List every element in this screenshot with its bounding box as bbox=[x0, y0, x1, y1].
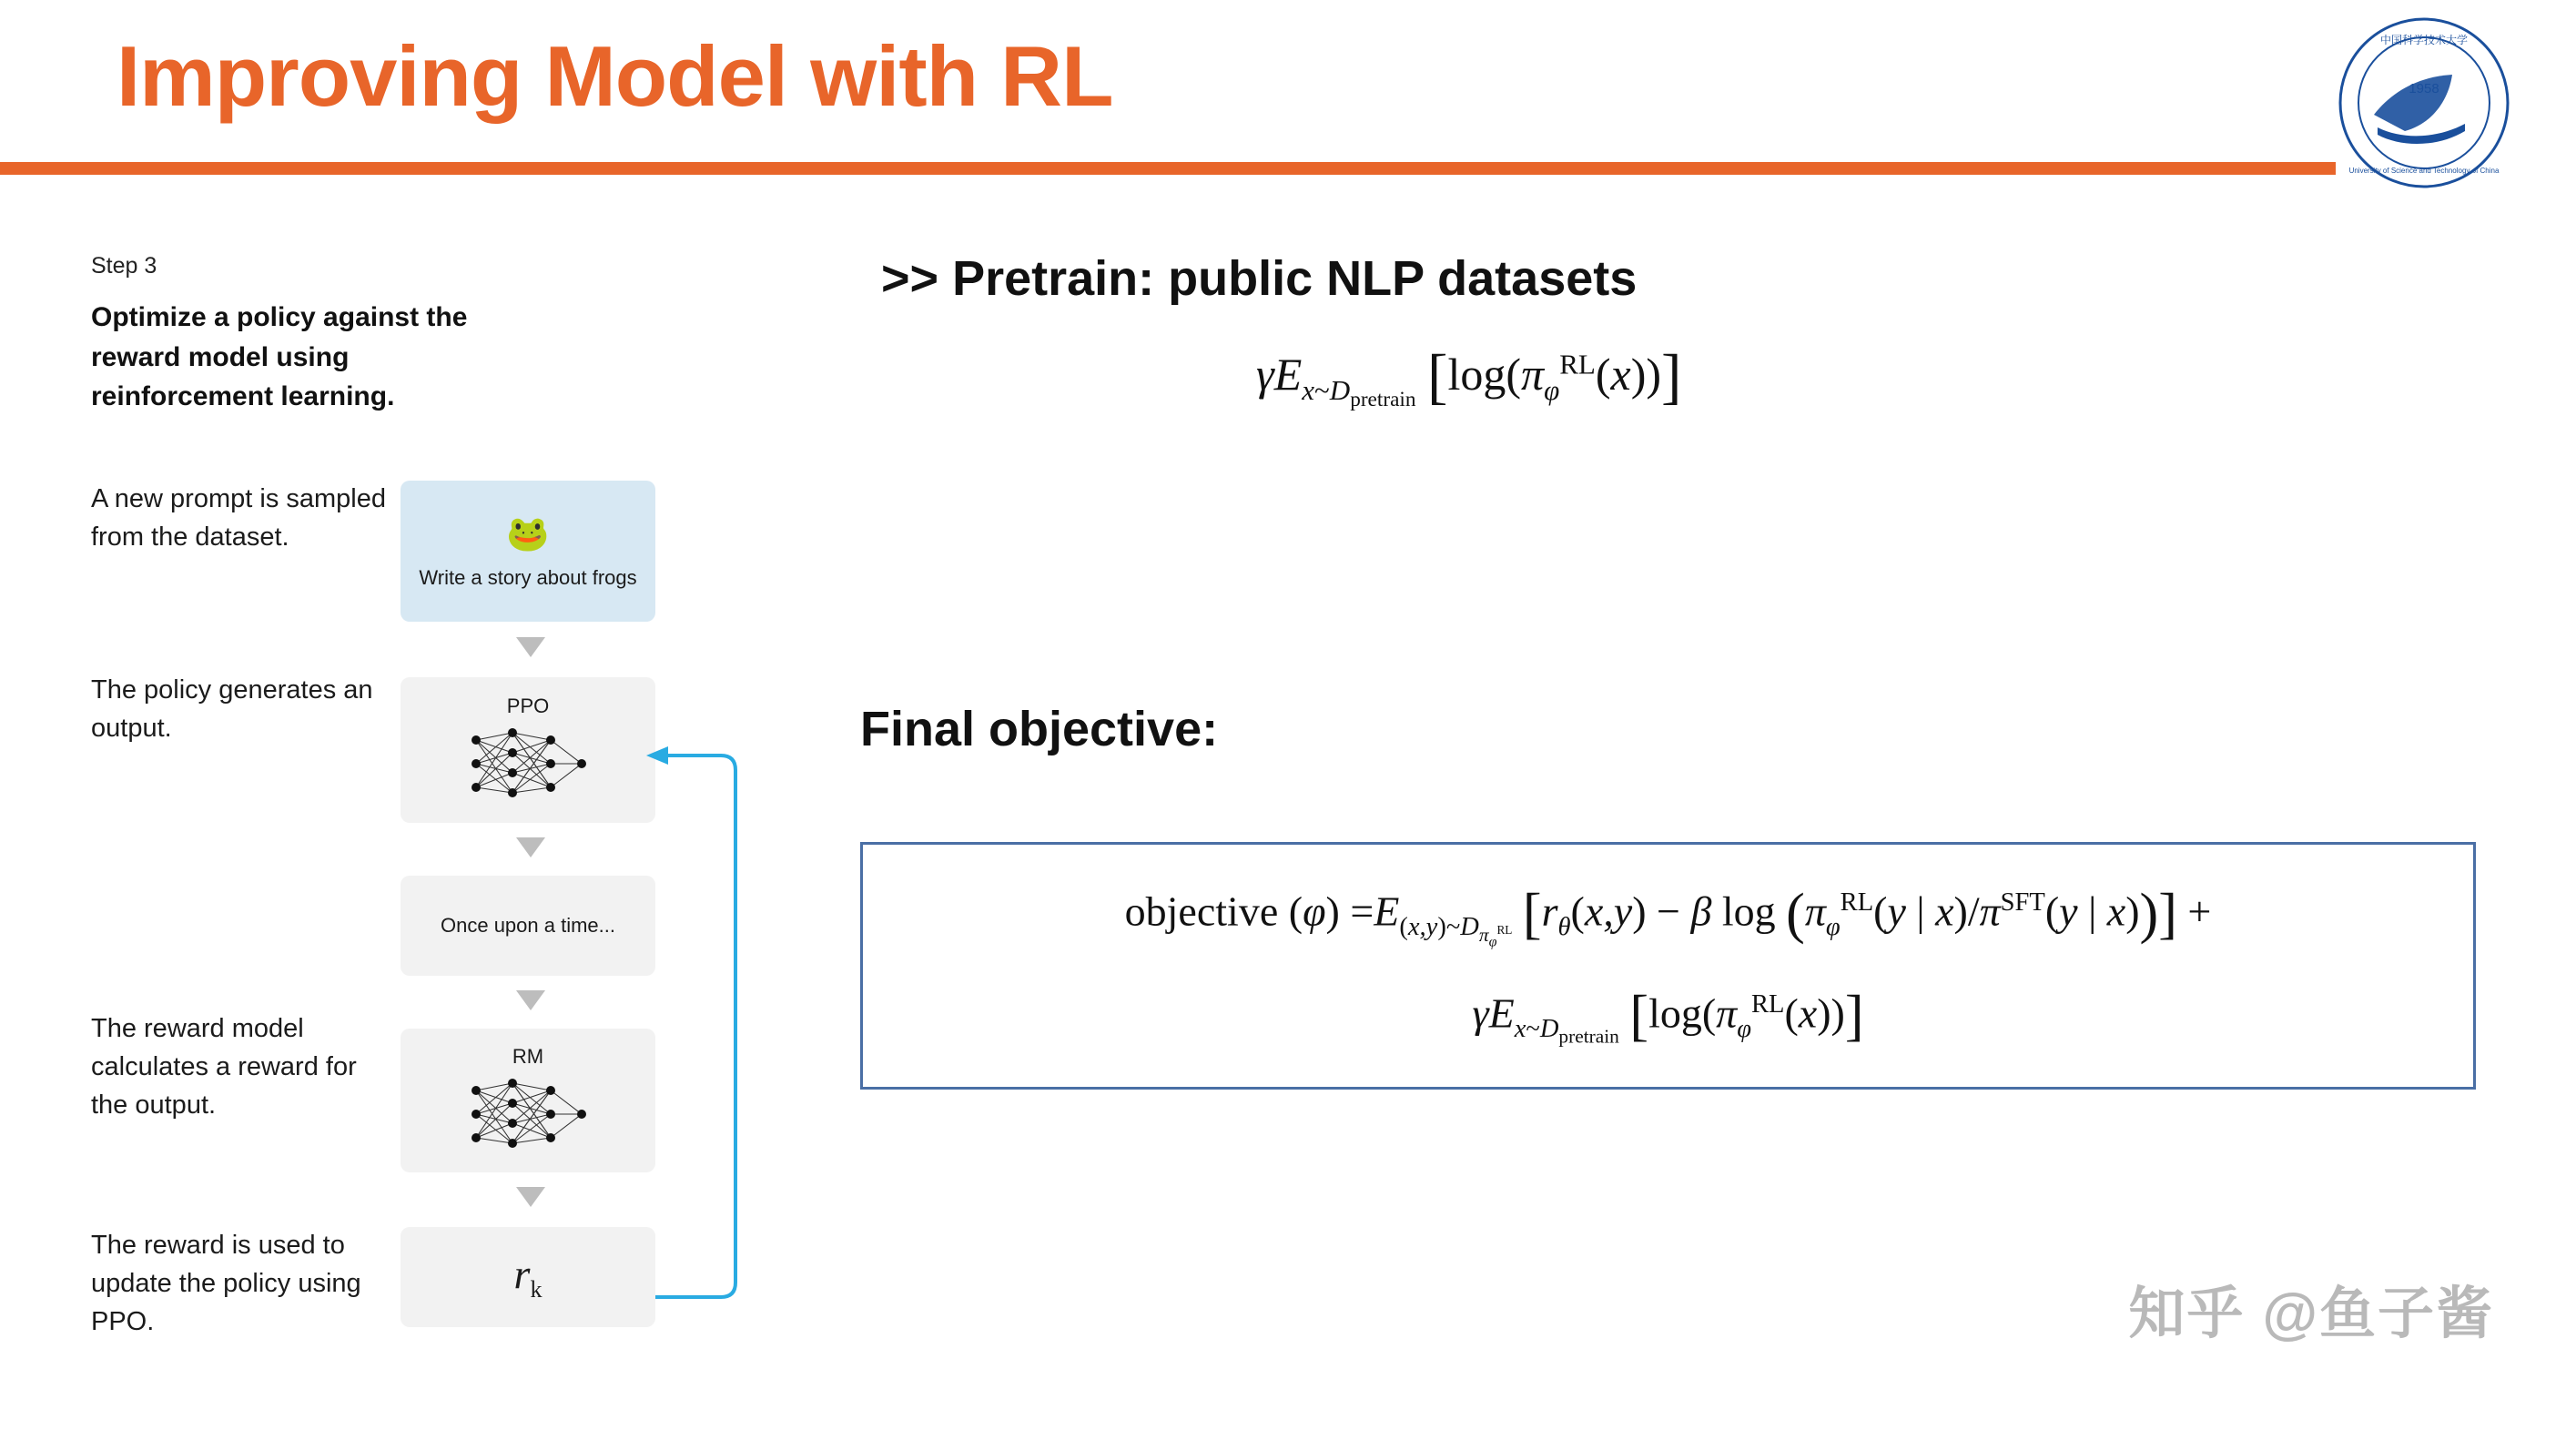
svg-text:中国科学技术大学: 中国科学技术大学 bbox=[2379, 34, 2469, 46]
pretrain-heading: >> Pretrain: public NLP datasets bbox=[881, 251, 1638, 306]
feedback-arrow-icon bbox=[637, 728, 765, 1311]
caption-reward-model: The reward model calculates a reward for the output. bbox=[91, 1014, 357, 1120]
sample-output-node bbox=[401, 876, 655, 976]
sample-output-text: Once upon a time... bbox=[441, 914, 615, 937]
prompt-node-text: Write a story about frogs bbox=[419, 565, 637, 589]
caption-update: The reward is used to update the policy using PPO. bbox=[91, 1231, 361, 1336]
ustc-logo bbox=[2338, 16, 2510, 189]
page-title: Improving Model with RL bbox=[117, 28, 1113, 124]
step-description: Optimize a policy against the reward model using reinforcement learning. bbox=[91, 302, 468, 411]
reward-model-node-label: RM bbox=[512, 1045, 544, 1068]
arrow-rm-to-reward-icon bbox=[516, 1187, 545, 1207]
policy-node-label: PPO bbox=[506, 695, 550, 717]
reward-symbol: $r_k$ bbox=[513, 1251, 543, 1303]
neural-net-icon bbox=[460, 722, 596, 806]
final-objective-heading: Final objective: bbox=[860, 702, 1219, 756]
frog-icon: 🐸 bbox=[506, 514, 550, 553]
policy-node bbox=[401, 677, 655, 823]
arrow-policy-to-sample-icon bbox=[516, 837, 545, 857]
final-objective-box bbox=[860, 842, 2476, 1090]
svg-text:1958: 1958 bbox=[2409, 81, 2439, 96]
neural-net-icon bbox=[460, 1072, 596, 1156]
caption-prompt: A new prompt is sampled from the dataset. bbox=[91, 484, 386, 552]
reward-value-node bbox=[401, 1227, 655, 1327]
arrow-prompt-to-policy-icon bbox=[516, 637, 545, 657]
svg-text:University of Science and Tech: University of Science and Technology of China bbox=[2348, 167, 2500, 175]
prompt-node bbox=[401, 481, 655, 622]
objective-line-2: $\gamma E_{x\sim D_{pretrain}}$ $[\log(\pi_\varphi^{RL}(x))]$ bbox=[1472, 985, 1864, 1048]
pretrain-equation: $\gamma E_{x\sim D_{pretrain}}$ $[\log(\pi_\varphi^{RL}(x))]$ bbox=[1256, 342, 1682, 412]
step-label: Step 3 bbox=[91, 253, 157, 279]
objective-line-1: objective $(\varphi) =E_{(x,y)\sim D_{\pi_\varphi^{RL}}}$ [$r_\theta(x,y) - \beta$ $\log (\pi_\varphi^{RL}(y$ | $x)/\pi^{SFT}(y$ | x))] + bbox=[1124, 883, 2212, 949]
watermark: 知乎 @鱼子酱 bbox=[2128, 1283, 2494, 1345]
title-divider bbox=[0, 162, 2336, 175]
reward-model-node bbox=[401, 1029, 655, 1172]
caption-policy: The policy generates an output. bbox=[91, 675, 373, 743]
arrow-sample-to-rm-icon bbox=[516, 990, 545, 1010]
